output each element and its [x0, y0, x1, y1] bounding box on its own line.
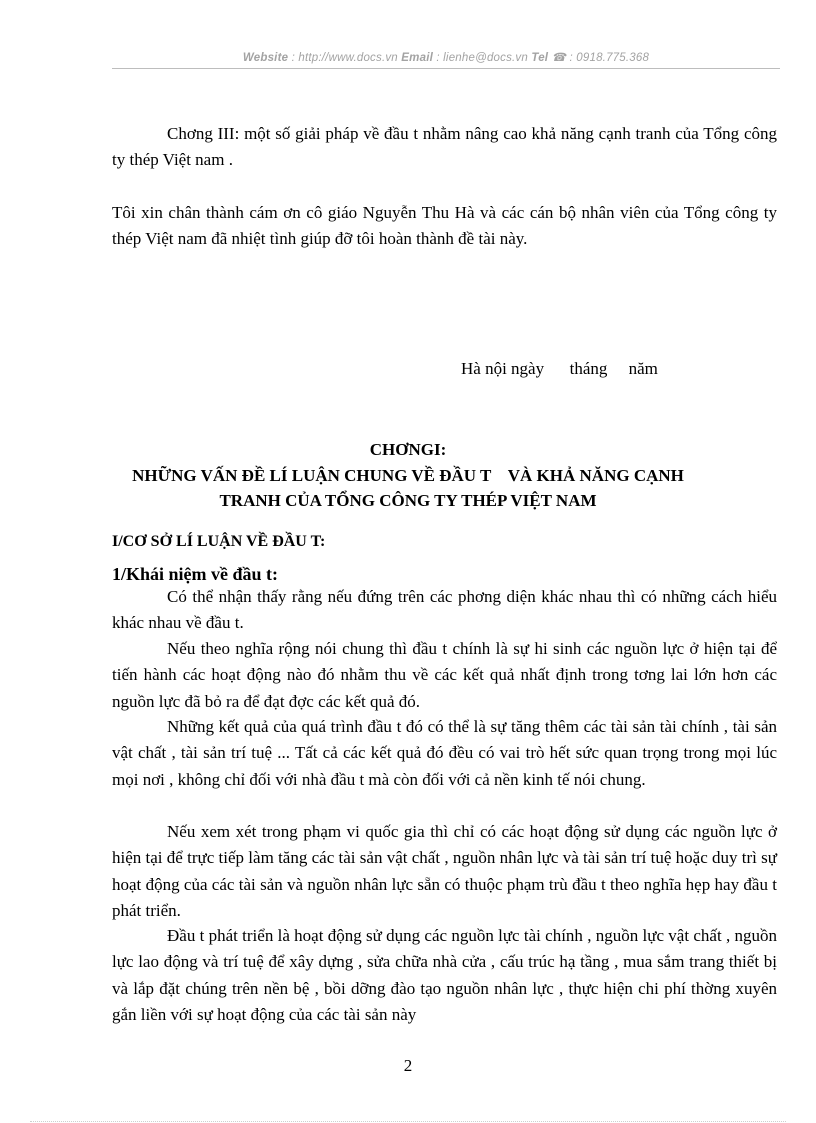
page-header: [112, 50, 780, 64]
page-number: 2: [403, 1056, 413, 1075]
paragraph-5: Đầu t phát triển là hoạt động sử dụng các nguồn lực tài chính , nguồn lực vật chất , nguồn lực lao động và trí tuệ để xây dựng , sửa chữa nhà cửa , cấu trúc hạ tầng , mua sắm trang thiết bị và lắp đặt chúng trên nền bệ , bồi dỡng đào tạo nguồn nhân lực , thực hiện chi phí thờng xuyên gắn liền với sự hoạt động của các tài sản này: [112, 926, 777, 1024]
website-label: Website: [242, 52, 289, 64]
tel-value: ☎ : 0918.775.368: [551, 52, 650, 64]
chapter-title-line1: NHỮNG VẤN ĐỀ LÍ LUẬN CHUNG VỀ ĐẦU T VÀ KHẢ NĂNG CẠNH: [132, 466, 684, 485]
paragraph-2: Nếu theo nghĩa rộng nói chung thì đầu t chính là sự hi sinh các nguồn lực ở hiện tại để tiến hành các hoạt động nào đó nhằm thu về các kết quả nhất định trong tơng lai lớn hơn các nguồn lực đã bỏ ra để đạt đợc các kết quả đó.: [112, 639, 777, 711]
date-line: Hà nội ngày tháng năm: [461, 359, 658, 378]
paragraph-4: Nếu xem xét trong phạm vi quốc gia thì chỉ có các hoạt động sử dụng các nguồn lực ở hiện tại để trực tiếp làm tăng các tài sản vật chất , nguồn nhân lực và tài sản trí tuệ hoặc duy trì sự hoạt động của các tài sản và nguồn nhân lực sẵn có thuộc phạm trù đầu t theo nghĩa hẹp hay đầu t phát triển.: [112, 822, 777, 920]
chapter-label: CHƠNGI:: [369, 440, 447, 459]
email-label: Email: [401, 52, 433, 64]
website-value: : http://www.docs.vn: [291, 52, 398, 64]
chapter-title-line2: TRANH CỦA TỔNG CÔNG TY THÉP VIỆT NAM: [219, 491, 597, 510]
paragraph-3: Những kết quả của quá trình đầu t đó có thể là sự tăng thêm các tài sản tài chính , tài sản vật chất , tài sản trí tuệ ... Tất cả các kết quả đó đều có vai trò hết sức quan trọng trong mọi lúc mọi nơi , không chỉ đối với nhà đầu t mà còn đối với cả nền kinh tế nói chung.: [112, 717, 777, 789]
header-divider: [112, 68, 780, 69]
paragraph-1: Có thể nhận thấy rằng nếu đứng trên các phơng diện khác nhau thì có những cách hiểu khác nhau về đầu t.: [112, 587, 777, 633]
subsection-heading: 1/Khái niệm về đầu t:: [112, 564, 279, 584]
chapter3-line: Chơng III: một số giải pháp về đầu t nhằm nâng cao khả năng cạnh tranh của Tổng công ty thép Việt nam .: [112, 124, 777, 170]
thanks-paragraph: Tôi xin chân thành cám ơn cô giáo Nguyễn Thu Hà và các cán bộ nhân viên của Tổng công ty thép Việt nam đã nhiệt tình giúp đỡ tôi hoàn thành đề tài này.: [112, 203, 777, 249]
tel-label: Tel: [531, 52, 549, 64]
email-value: : lienhe@docs.vn: [436, 52, 528, 64]
footer-divider: [30, 1121, 786, 1122]
section-heading: I/CƠ SỞ LÍ LUẬN VỀ ĐẦU T:: [112, 533, 326, 550]
